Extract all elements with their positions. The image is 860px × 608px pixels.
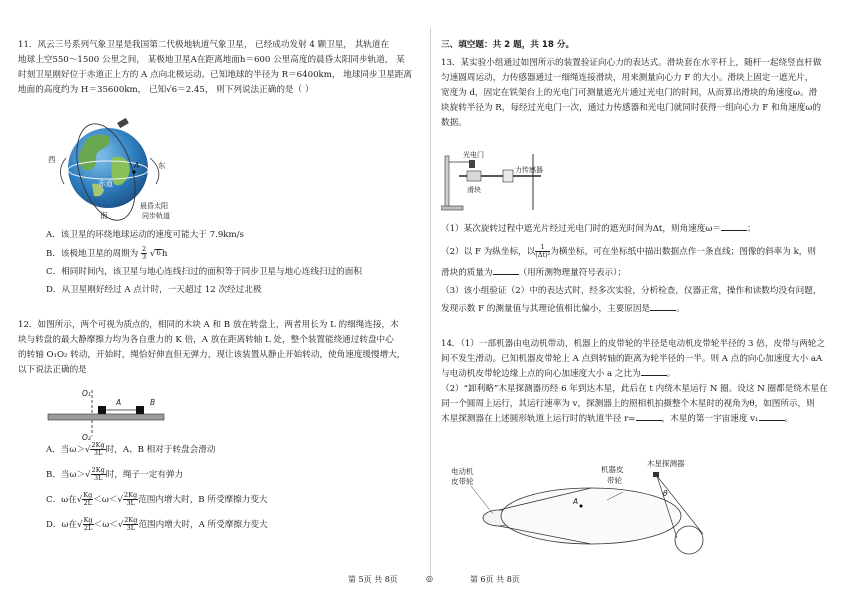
q14-line-5: 同一个圆周上运行，其运行速率为 v，探测器上的照相机拍摄整个木星时的视角为θ，如图所示，则	[441, 399, 815, 410]
jupiter-circle	[675, 526, 703, 554]
q13-line-5: 数据。	[441, 118, 467, 129]
q12-option-a: A．当ω＞√ $\frac{2Kg}{3L}$ 时，A、B 相对于转盘会滑动	[46, 441, 216, 457]
q12-option-c: C．ω在√ $\frac{Kg}{2L}$ ＜ω＜√ $\frac{2Kg}{3L}$ 范围内增大时，B 所受摩擦力变大	[46, 491, 268, 507]
point-a-marker	[132, 170, 135, 173]
q12-line-4: 以下说法正确的是	[18, 365, 87, 376]
page-number-left: 第 5页 共 8页	[348, 575, 398, 584]
q12-line-1: 12．如图所示，两个可视为质点的，相同的木块 A 和 B 放在转盘上，两者用长为 L 的细绳连接，木	[18, 320, 399, 330]
q14-line-3: 与电动机皮带轮边缘上点的向心加速度大小 a 之比为 。	[441, 369, 676, 380]
earth-orbit-figure	[46, 118, 186, 226]
right-page	[441, 0, 846, 608]
block-a	[98, 406, 106, 414]
belt-pulley-figure	[441, 456, 711, 566]
q13-sub-3-line-2: 发现示数 F 的测量值与其理论值相比偏小，主要原因是 。	[441, 304, 685, 314]
answer-blank[interactable]	[493, 266, 519, 275]
label-orbit-2: 同步轨道	[142, 212, 170, 220]
question-13	[441, 56, 821, 131]
probe-icon	[653, 472, 659, 477]
q13-line-1: 13．某实验小组通过如图所示的装置验证向心力的表达式。滑块套在水平杆上，随杆一起绕竖直杆做	[441, 58, 822, 68]
leader-line	[471, 486, 493, 514]
q11-line-2: 地球上空550～1500 公里之间， 某极地卫星A在距离地面h＝600 公里高度的晨昏太阳同步轨道， 某	[18, 55, 405, 66]
q13-line-2: 匀速圆周运动，力传感器通过一细绳连接滑块，用来测量向心力 F 的大小。滑块上固定一遮光片，	[441, 73, 814, 84]
label-theta: θ	[663, 489, 668, 498]
q12-option-d: D．ω在√ $\frac{Kg}{2L}$ ＜ω＜√ $\frac{2Kg}{3L}$ 范围内增大时，A 所受摩擦力变大	[46, 516, 268, 532]
q11-line-4: 地面的高度约为 H＝35600km， 已知√6＝2.45， 则下列说法正确的是（ ）	[18, 85, 314, 96]
label-o2: O₂	[82, 433, 91, 442]
stand-base	[441, 206, 463, 210]
apparatus-figure	[441, 150, 581, 212]
q13-sub-3: （3）该小组验证（2）中的表达式时，经多次实验，分析检查，仪器正常，操作和读数均没有问题，	[441, 286, 822, 296]
label-a: A	[116, 398, 122, 407]
slider-block	[467, 171, 481, 181]
answer-blank[interactable]	[641, 367, 667, 376]
q11-option-a: A．该卫星的环绕地球运动的速度可能大于 7.9km/s	[46, 230, 244, 240]
label-west: 西	[48, 155, 56, 164]
label-south: 南	[100, 211, 108, 220]
q13-line-3: 宽度为 d，固定在铁架台上的光电门可测量遮光片通过光电门的时间，从而算出滑块的角速度ω。滑	[441, 88, 818, 99]
q14-line-6: 木星探测器在上述圆形轨道上运行时的轨道半径 r= ，木星的第一宇宙速度 v₁ 。	[441, 414, 794, 425]
rotation-arrow	[60, 158, 66, 184]
answer-blank[interactable]	[650, 302, 676, 311]
q11-option-c: C．相同时间内，该卫星与地心连线扫过的面积等于同步卫星与地心连线扫过的面积	[46, 267, 362, 277]
label-probe: 木星探测器	[647, 459, 685, 468]
label-machine-pulley: 带轮	[607, 476, 622, 485]
question-12	[18, 318, 405, 378]
page-number-right: 第 6页 共 8页	[470, 575, 520, 584]
q13-line-4: 块旋转半径为 R，每经过光电门一次，通过力传感器和光电门就同时获得一组向心力 F 和角速度ω的	[441, 103, 821, 114]
q13-sub-2-line-2: 滑块的质量为 （用所测物理量符号表示）；	[441, 268, 626, 278]
label-north: 北	[104, 120, 111, 128]
answer-blank[interactable]	[759, 412, 785, 421]
q13-sub-2: （2）以 F 为纵坐标，以 $\frac{1}{\text{(Δt)²}}$ 为横坐标，可在坐标纸中描出数据点作一条直线；图像的斜率为 k，则	[441, 243, 816, 259]
label-point-a: A	[134, 161, 140, 170]
label-equator: 赤道	[98, 179, 113, 188]
column-divider	[430, 28, 431, 576]
fraction: $\frac{2}{3}$	[142, 245, 147, 261]
answer-blank[interactable]	[721, 222, 747, 231]
machine-pulley	[501, 488, 681, 544]
q11-line-3: 时刻卫星刚好位于赤道正上方的 A 点向北极运动。已知地球的半径为 R＝6400km， 地球同步卫星距离	[18, 70, 412, 81]
block-b	[136, 406, 144, 414]
q12-option-b: B．当ω＞√ $\frac{2Kg}{3L}$ 时，绳子一定有弹力	[46, 466, 184, 482]
label-east: 东	[158, 161, 166, 170]
question-11	[18, 38, 412, 98]
stand-rod	[445, 156, 449, 208]
label-orbit-1: 晨昏太阳	[140, 202, 168, 210]
turntable-disk	[48, 414, 164, 420]
q14-line-2: 间不发生滑动。已知机器皮带轮上 A 点到转轴的距离为轮半径的一半。则 A 点的向心加速度大小 aA	[441, 354, 823, 365]
label-b: B	[150, 398, 156, 407]
q14-line-1: 14．（1）一部机器由电动机带动，机器上的皮带轮的半径是电动机皮带轮半径的 3 倍，皮带与两轮之	[441, 339, 825, 349]
section-title: 三、填空题：共 2 题，共 18 分。	[441, 40, 575, 50]
question-14	[441, 337, 828, 427]
q11-line-1: 11．风云三号系列气象卫星是我国第二代极地轨道气象卫星， 已经成功发射 4 颗卫星， 其轨道在	[18, 40, 390, 50]
force-sensor	[503, 170, 513, 182]
photogate	[469, 160, 475, 168]
answer-blank[interactable]	[636, 412, 662, 421]
point-a-marker	[580, 505, 583, 508]
turntable-figure	[46, 386, 176, 442]
q14-line-4: （2）“卸利略”木星探测器历经 6 年到达木星，此后在 t 内绕木星运行 N 圈。设这 N 圈都是绕木星在	[441, 384, 828, 395]
root-value: 6	[156, 249, 161, 258]
label-motor: 电动机	[451, 467, 474, 476]
center-mark: ◎	[426, 574, 433, 583]
label-point-a: A	[573, 497, 579, 506]
label-o1: O₁	[82, 389, 91, 398]
label-motor-pulley: 皮带轮	[451, 477, 474, 486]
left-page	[18, 0, 418, 608]
label-machine: 机器皮	[601, 465, 624, 474]
q12-line-3: 的转轴 O₁O₂ 转动，开始时，绳恰好伸直但无弹力，现让该装置从静止开始转动，使角速度缓慢增大，	[18, 350, 406, 361]
q11-option-b: B．该极地卫星的周期为 $\frac{2}{3}$ √6h	[46, 245, 168, 261]
q11-option-d: D．从卫星刚好经过 A 点计时，一天超过 12 次经过北极	[46, 285, 262, 295]
label-slider: 滑块	[467, 186, 481, 194]
satellite-icon	[117, 118, 129, 128]
label-force-sensor: 力传感器	[515, 166, 543, 174]
q13-sub-1: （1）某次旋转过程中遮光片经过光电门时的遮光时间为Δt，则角速度ω＝ ；	[441, 224, 756, 234]
q12-line-2: 块与转盘的最大静摩擦力均为各自重力的 K 倍，A 放在距离转轴 L 处，整个装置能绕通过转盘中心	[18, 335, 394, 346]
label-photogate: 光电门	[463, 151, 484, 159]
